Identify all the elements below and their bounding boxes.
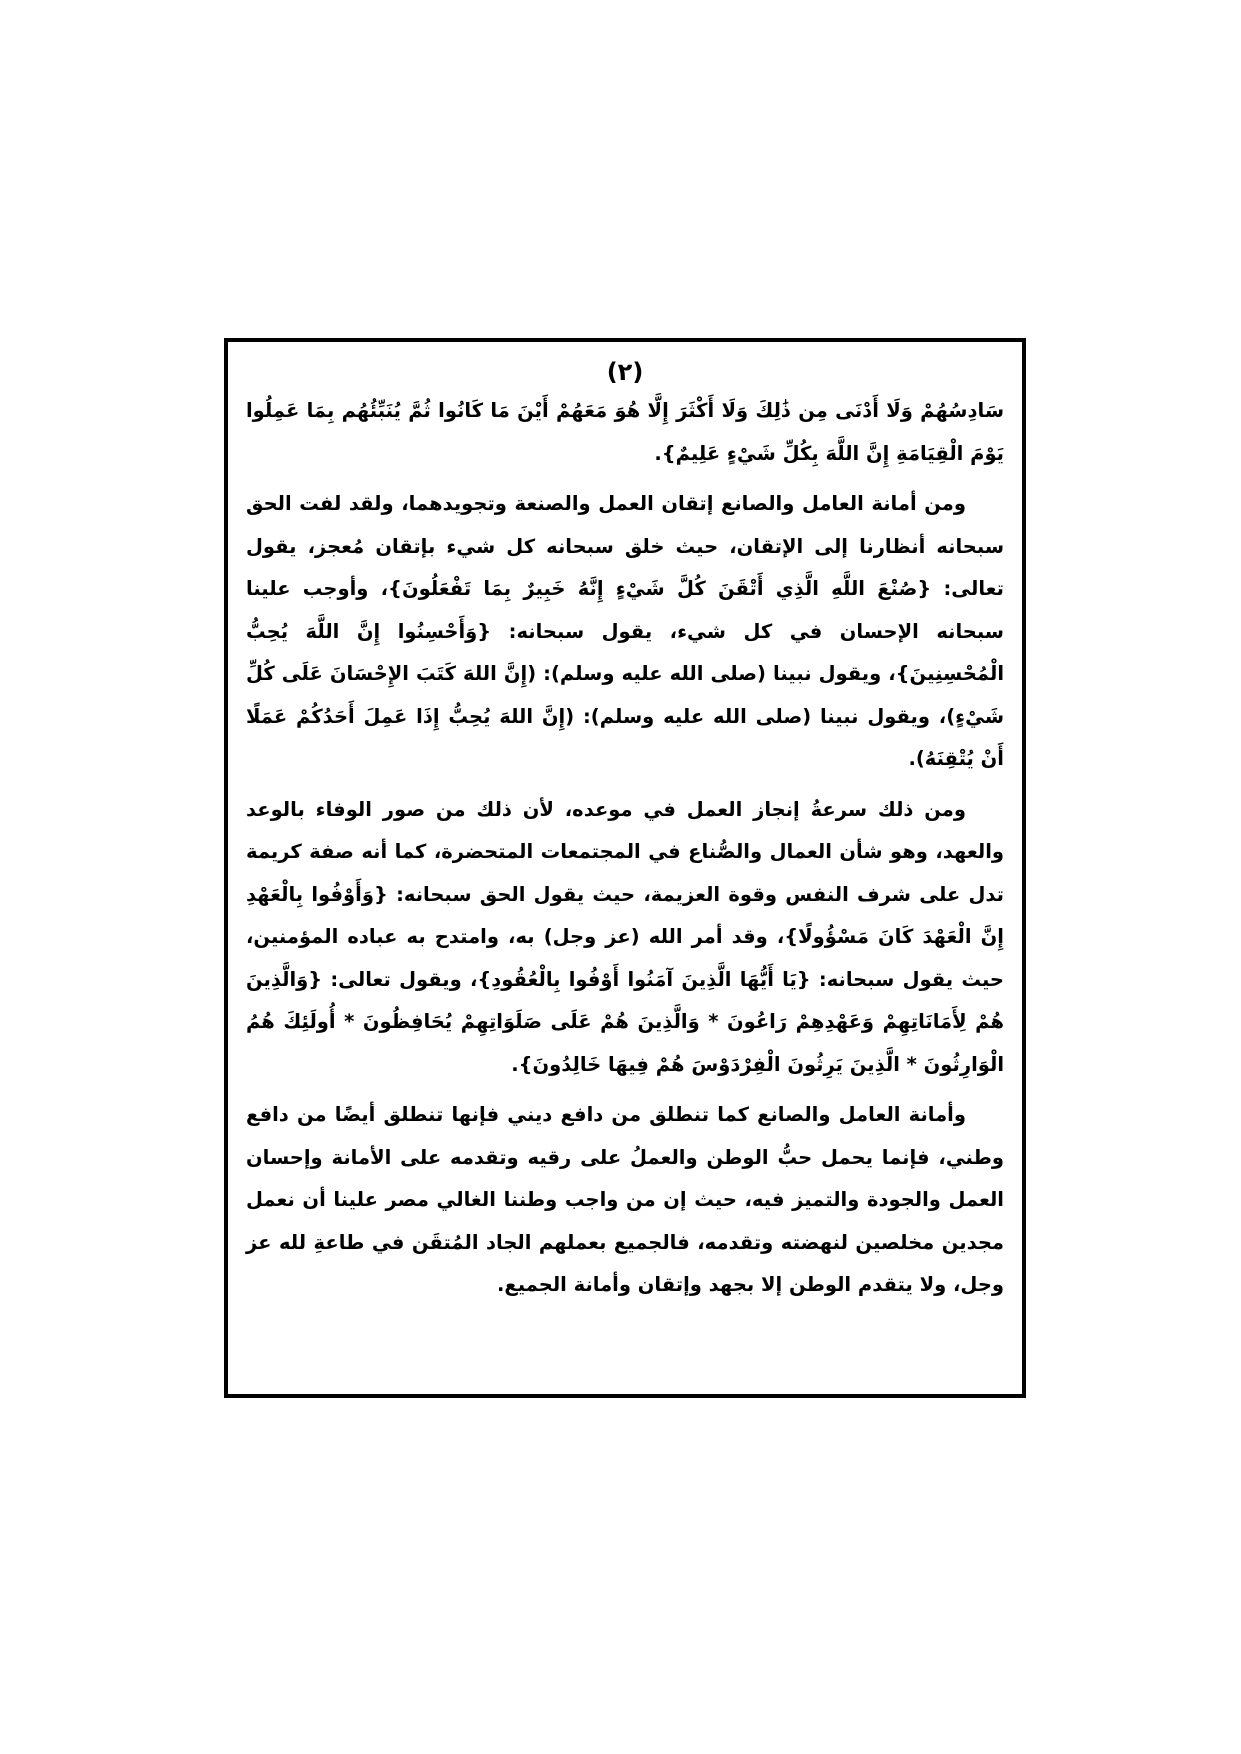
paragraph-promptness: ومن ذلك سرعةُ إنجاز العمل في موعده، لأن ذلك من صور الوفاء بالوعد والعهد، وهو شأن العمال والصُّناع في المجتمعات المتحضرة، كما أنه صفة كريمة تدل على شرف النفس وقوة العزيمة، حيث يقول الحق سبحانه: {وَأَوْفُوا بِالْعَهْدِ إِنَّ الْعَهْدَ كَانَ مَسْؤُولًا}، وقد أمر الله (عز وجل) به، وامتدح به عباده المؤمنين، حيث يقول سبحانه: {يَا أَيُّهَا الَّذِينَ آمَنُوا أَوْفُوا بِالْعُقُودِ}، ويقول تعالى: {وَالَّذِينَ هُمْ لِأَمَانَاتِهِمْ وَعَهْدِهِمْ رَاعُونَ * وَالَّذِينَ هُمْ عَلَى صَلَوَاتِهِمْ يُحَافِظُونَ * أُولَئِكَ هُمُ الْوَارِثُونَ * الَّذِينَ يَرِثُونَ الْفِرْدَوْسَ هُمْ فِيهَا خَالِدُونَ}. <box>246 797 1004 1076</box>
page-number: (٢) <box>606 358 644 386</box>
paragraph-verse-continuation: سَادِسُهُمْ وَلَا أَدْنَى مِن ذَٰلِكَ وَلَا أَكْثَرَ إِلَّا هُوَ مَعَهُمْ أَيْنَ مَا كَانُوا ثُمَّ يُنَبِّئُهُم بِمَا عَمِلُوا يَوْمَ الْقِيَامَةِ إِنَّ اللَّهَ بِكُلِّ شَيْءٍ عَلِيمٌ}. <box>246 399 1004 465</box>
paragraph-national-motive: وأمانة العامل والصانع كما تنطلق من دافع ديني فإنها تنطلق أيضًا من دافع وطني، فإنما يحمل حبُّ الوطن والعملُ على رقيه وتقدمه على الأمانة وإحسان العمل والجودة والتميز فيه، حيث إن من واجب وطننا الغالي مصر علينا أن نعمل مجدين مخلصين لنهضته وتقدمه، فالجميع بعملهم الجاد المُتقَن في طاعةِ لله عز وجل، ولا يتقدم الوطن إلا بجهد وإتقان وأمانة الجميع. <box>246 1103 1004 1296</box>
paragraph-mastery: ومن أمانة العامل والصانع إتقان العمل والصنعة وتجويدهما، ولقد لفت الحق سبحانه أنظارنا إلى الإتقان، حيث خلق سبحانه كل شيء بإتقان مُعجز، يقول تعالى: {صُنْعَ اللَّهِ الَّذِي أَتْقَنَ كُلَّ شَيْءٍ إِنَّهُ خَبِيرٌ بِمَا تَفْعَلُونَ}، وأوجب علينا سبحانه الإحسان في كل شيء، يقول سبحانه: {وَأَحْسِنُوا إِنَّ اللَّهَ يُحِبُّ الْمُحْسِنِينَ}، ويقول نبينا (صلى الله عليه وسلم): (إِنَّ اللهَ كَتَبَ الإِحْسَانَ عَلَى كُلِّ شَيْءٍ)، ويقول نبينا (صلى الله عليه وسلم): (إِنَّ اللهَ يُحِبُّ إِذَا عَمِلَ أَحَدُكُمْ عَمَلًا أَنْ يُتْقِنَهُ). <box>246 492 1004 770</box>
page-border-frame <box>224 338 1026 1398</box>
